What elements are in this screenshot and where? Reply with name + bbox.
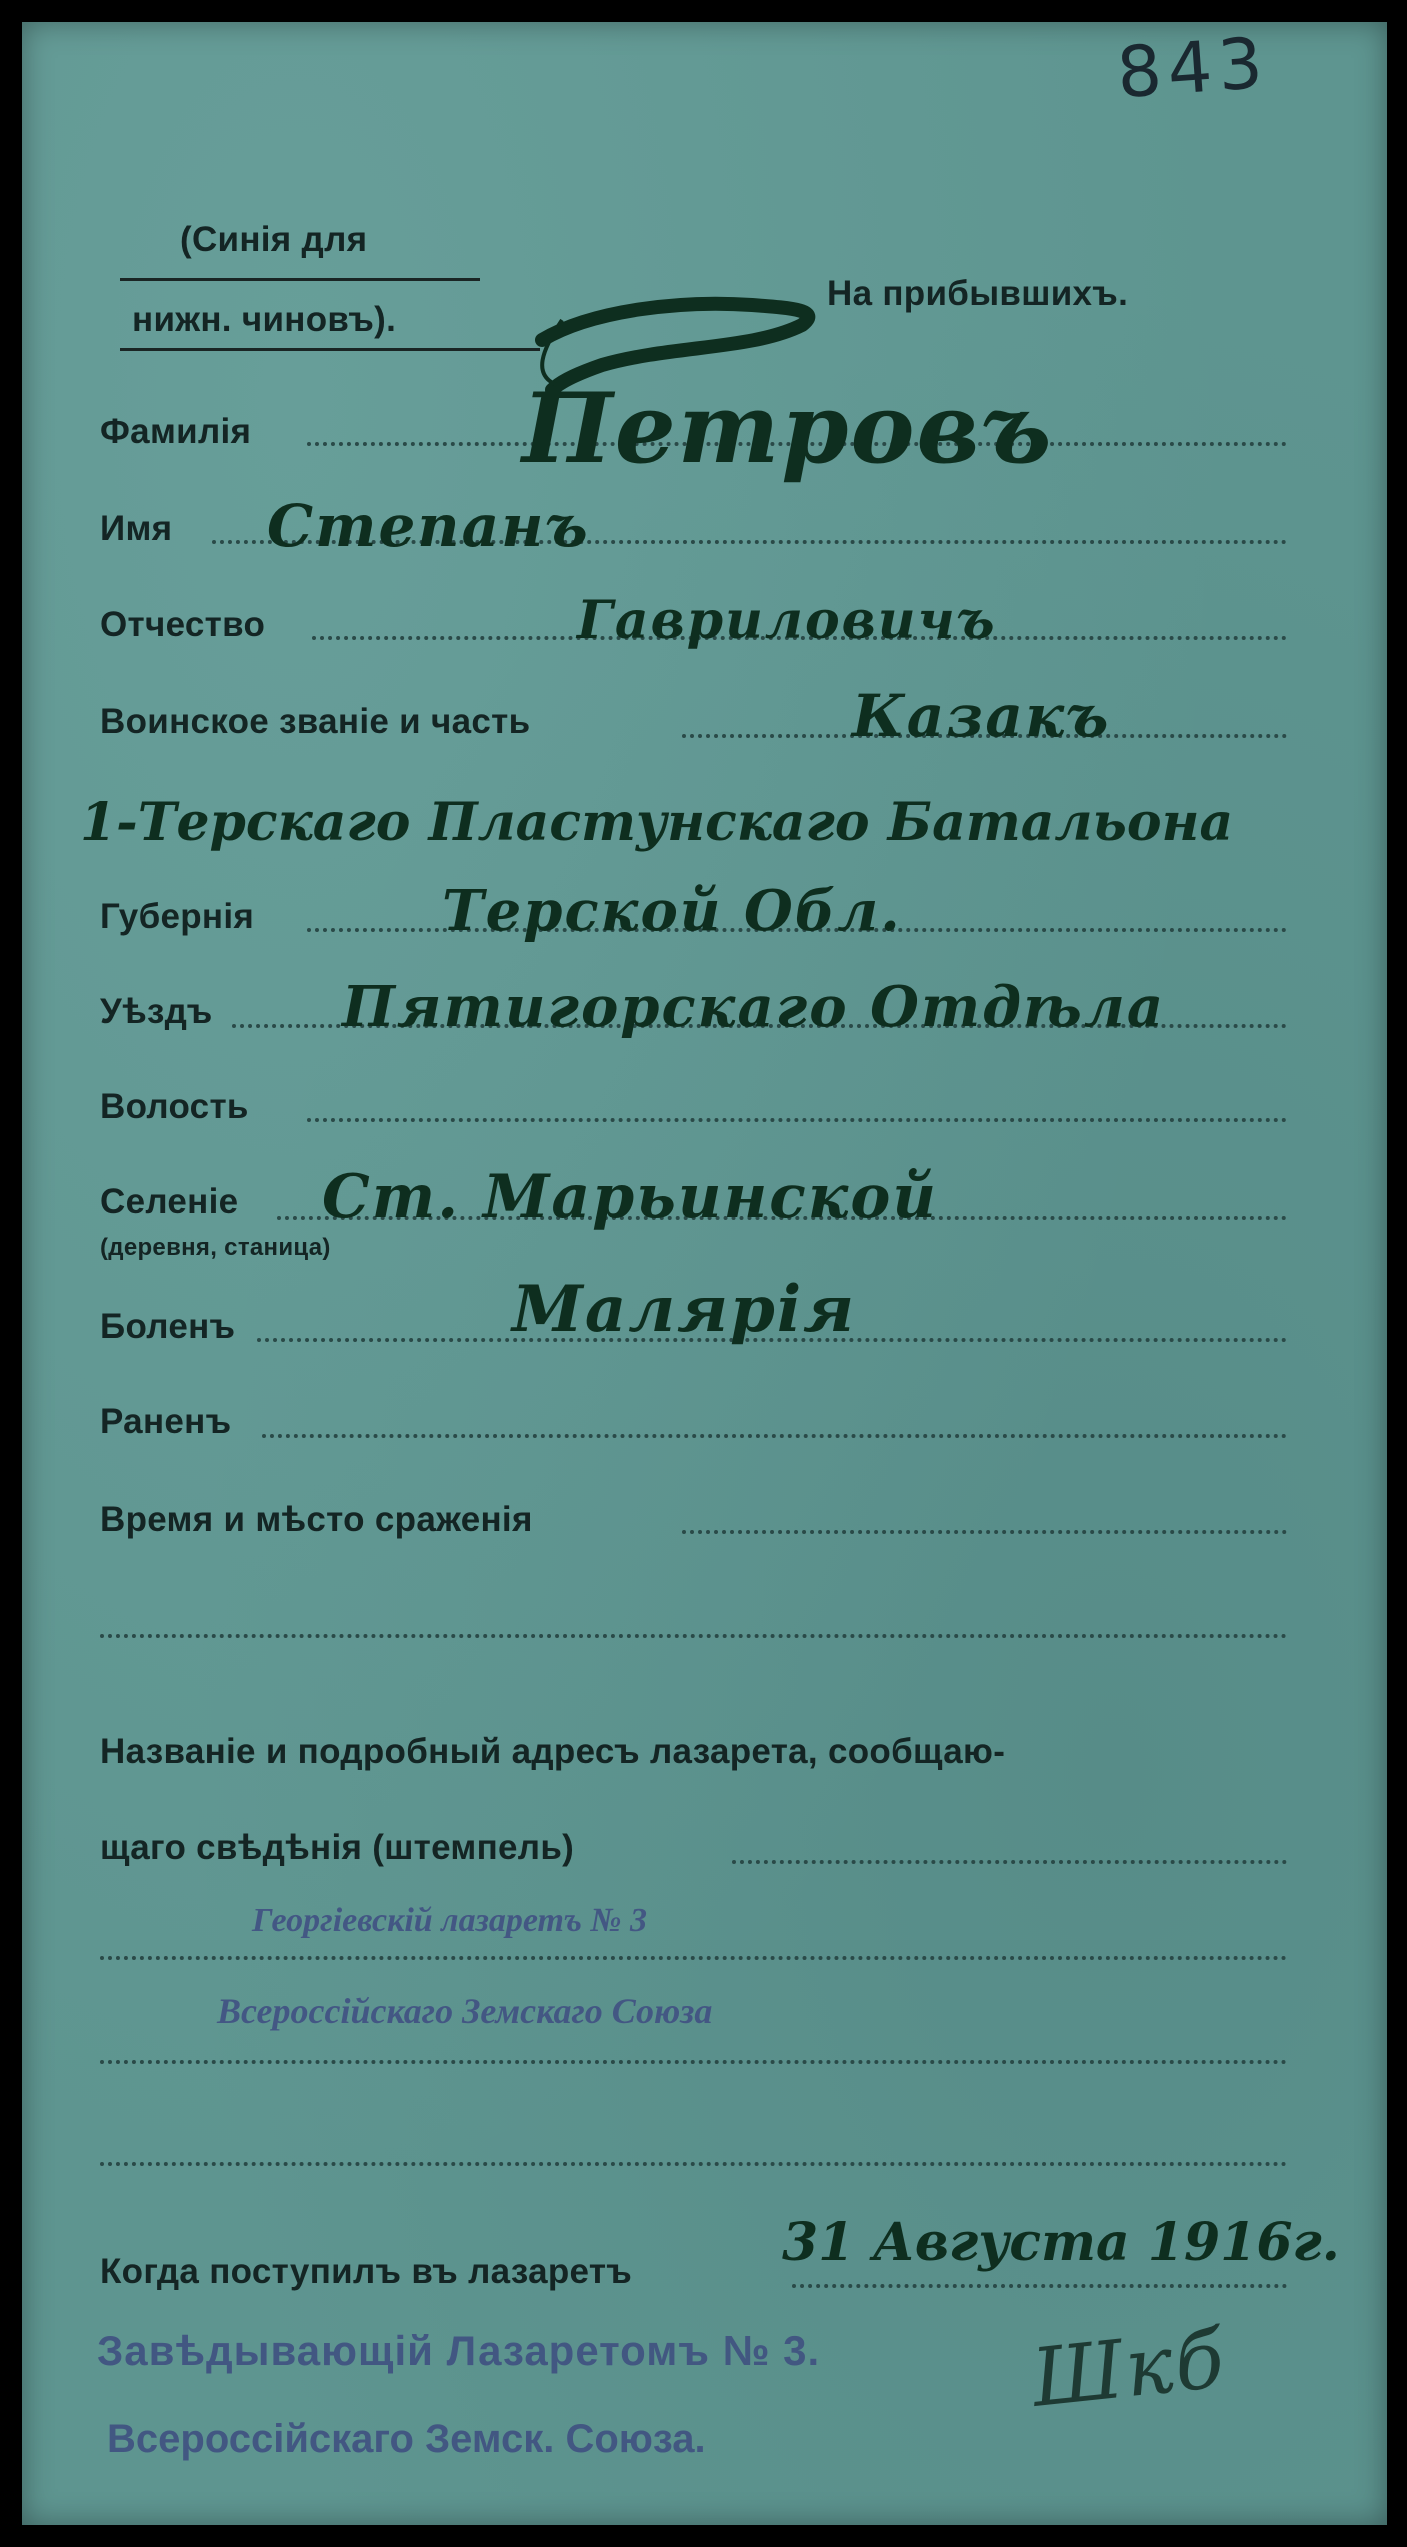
district-label: Уѣздъ: [100, 992, 213, 1031]
hospital-label-line2: щаго свѣдѣнія (штемпель): [100, 1828, 575, 1867]
header-title: На прибывшихъ.: [827, 274, 1129, 313]
bottom-stamp-line2: Всероссійскаго Земск. Союза.: [107, 2417, 706, 2461]
hospital-stamp-line2: Всероссійскаго Земскаго Союза: [217, 1991, 713, 2031]
patronymic-label: Отчество: [100, 605, 266, 644]
wounded-line: [262, 1434, 1287, 1438]
battle-line-1: [682, 1530, 1287, 1534]
rank-label: Воинское званіе и часть: [100, 702, 531, 741]
battle-label: Время и мѣсто сраженія: [100, 1500, 533, 1539]
hospital-line-4: [100, 2162, 1287, 2166]
signature: Шкб: [1027, 2312, 1231, 2425]
header-box-rule-bottom: [120, 348, 540, 351]
village-label: Селеніе: [100, 1182, 239, 1221]
volost-line: [307, 1118, 1287, 1122]
header-box-line2: нижн. чиновъ).: [132, 300, 397, 339]
archive-number: 843: [1114, 21, 1272, 115]
header-box-rule-top: [120, 278, 480, 281]
province-label: Губернія: [100, 897, 255, 936]
battle-line-2: [100, 1634, 1287, 1638]
village-sublabel: (деревня, станица): [100, 1234, 331, 1261]
admitted-value: 31 Августа 1916г.: [782, 2212, 1340, 2273]
rank-unit-value: 1-Терскаго Пластунскаго Батальона: [80, 792, 1234, 853]
admitted-label: Когда поступилъ въ лазаретъ: [100, 2252, 633, 2291]
hospital-line-1: [732, 1860, 1287, 1864]
name-label: Имя: [100, 509, 173, 548]
volost-label: Волость: [100, 1087, 249, 1126]
hospital-line-2: [100, 1956, 1287, 1960]
district-value: Пятигорскаго Отдѣла: [342, 974, 1166, 1040]
header-box-line1: (Синія для: [180, 220, 368, 259]
village-value: Ст. Марьинской: [322, 1162, 938, 1232]
hospital-stamp-line1: Георгіевскій лазаретъ № 3: [252, 1902, 648, 1939]
rank-value: Казакъ: [852, 682, 1111, 750]
surname-value: Петровъ: [522, 372, 1054, 485]
hospital-line-3: [100, 2060, 1287, 2064]
hospital-label-line1: Названіе и подробный адресъ лазарета, сообщаю-: [100, 1732, 1006, 1771]
surname-label: Фамилія: [100, 412, 252, 451]
sick-value: Малярія: [512, 1272, 857, 1347]
bottom-stamp-line1: Завѣдывающій Лазаретомъ № 3.: [97, 2327, 821, 2374]
province-value: Терской Обл.: [442, 878, 902, 944]
patronymic-value: Гавриловичъ: [577, 590, 997, 651]
name-value: Степанъ: [267, 492, 590, 560]
admitted-line: [792, 2284, 1287, 2288]
sick-label: Боленъ: [100, 1307, 236, 1346]
registration-card: [22, 22, 1387, 2525]
wounded-label: Раненъ: [100, 1402, 232, 1441]
